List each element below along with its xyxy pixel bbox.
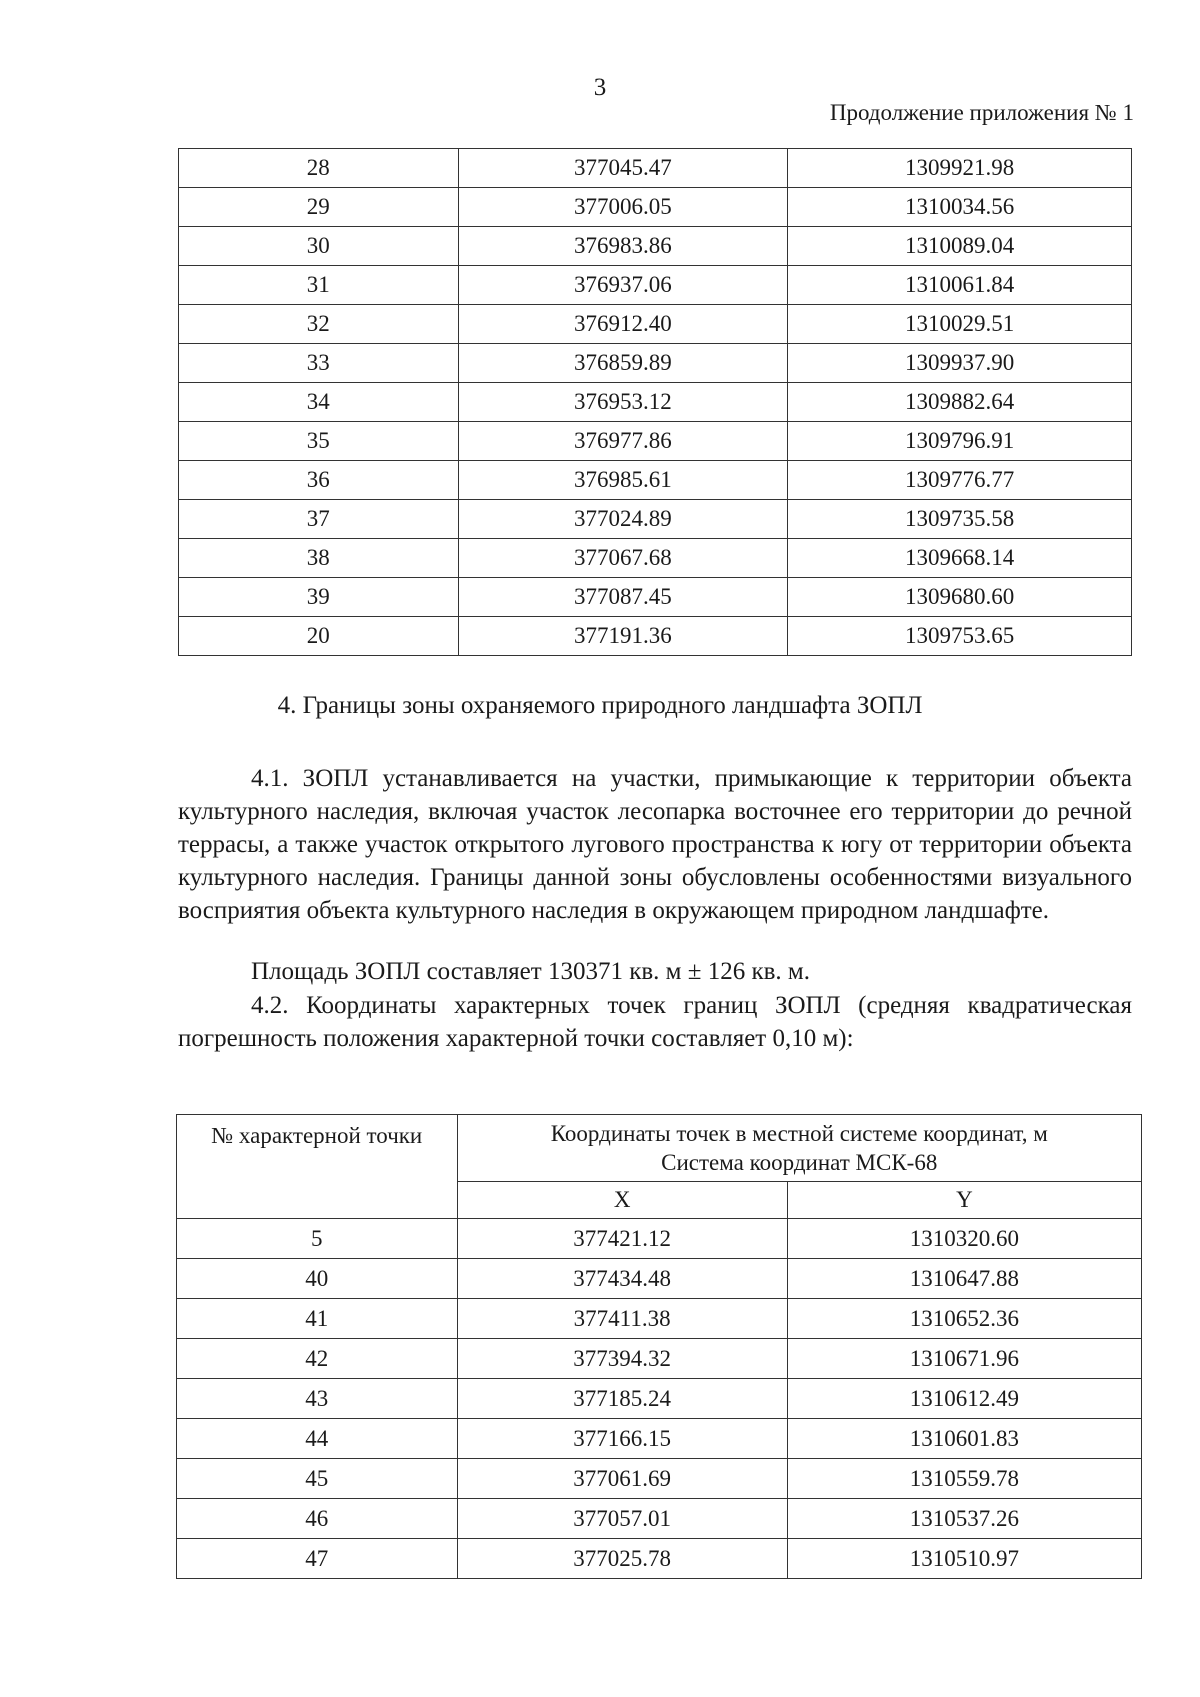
x-coordinate-cell: 377166.15 [457, 1419, 787, 1459]
header-coordinates-line1: Координаты точек в местной системе координат, м [550, 1121, 1048, 1146]
y-coordinate-cell: 1310671.96 [787, 1339, 1141, 1379]
point-number-cell: 36 [179, 461, 459, 500]
x-coordinate-cell: 377087.45 [458, 578, 788, 617]
y-coordinate-cell: 1310612.49 [787, 1379, 1141, 1419]
table-row [179, 188, 1132, 227]
y-coordinate-cell: 1310559.78 [787, 1459, 1141, 1499]
x-coordinate-cell: 376859.89 [458, 344, 788, 383]
x-coordinate-cell: 376937.06 [458, 266, 788, 305]
table-row [179, 422, 1132, 461]
point-number-cell: 32 [179, 305, 459, 344]
zopl-coordinates-table [176, 1114, 1142, 1579]
y-coordinate-cell: 1310034.56 [788, 188, 1132, 227]
table-row [179, 383, 1132, 422]
header-y: Y [787, 1182, 1141, 1219]
x-coordinate-cell: 377057.01 [457, 1499, 787, 1539]
point-number-cell: 46 [177, 1499, 458, 1539]
appendix-continuation-label: Продолжение приложения № 1 [829, 100, 1134, 125]
point-number-cell: 29 [179, 188, 459, 227]
table-row [179, 461, 1132, 500]
y-coordinate-cell: 1309776.77 [788, 461, 1132, 500]
point-number-cell: 43 [177, 1379, 458, 1419]
table-row [179, 149, 1132, 188]
coordinates-table-continued [178, 148, 1132, 656]
point-number-cell: 20 [179, 617, 459, 656]
point-number-cell: 38 [179, 539, 459, 578]
point-number-cell: 30 [179, 227, 459, 266]
y-coordinate-cell: 1310089.04 [788, 227, 1132, 266]
header-coordinates-line2: Система координат МСК-68 [661, 1150, 938, 1175]
table-header-row [177, 1115, 1142, 1182]
paragraph-4-1: 4.1. ЗОПЛ устанавливается на участки, примыкающие к территории объекта культурного наследия, включая участок лесопарка восточнее его территории до речной террасы, а также участок открытого лугового пространства к югу от территории объекта культурного наследия. Границы данной зоны обусловлены особенностями визуального восприятия объекта культурного наследия в окружающем природном ландшафте. [178, 765, 1132, 924]
y-coordinate-cell: 1310320.60 [787, 1219, 1141, 1259]
point-number-cell: 33 [179, 344, 459, 383]
x-coordinate-cell: 376953.12 [458, 383, 788, 422]
x-coordinate-cell: 377394.32 [457, 1339, 787, 1379]
table-row [179, 539, 1132, 578]
table-row [177, 1299, 1142, 1339]
x-coordinate-cell: 376977.86 [458, 422, 788, 461]
table-row [177, 1379, 1142, 1419]
y-coordinate-cell: 1310601.83 [787, 1419, 1141, 1459]
x-coordinate-cell: 377434.48 [457, 1259, 787, 1299]
point-number-cell: 42 [177, 1339, 458, 1379]
table-row [177, 1419, 1142, 1459]
x-coordinate-cell: 377411.38 [457, 1299, 787, 1339]
point-number-cell: 41 [177, 1299, 458, 1339]
area-paragraph: Площадь ЗОПЛ составляет 130371 кв. м ± 126 кв. м. [251, 958, 810, 985]
table-row [179, 305, 1132, 344]
table-row [177, 1499, 1142, 1539]
point-number-cell: 31 [179, 266, 459, 305]
y-coordinate-cell: 1309921.98 [788, 149, 1132, 188]
paragraph-4-2: 4.2. Координаты характерных точек границ ЗОПЛ (средняя квадратическая погрешность положения характерной точки составляет 0,10 м): [178, 992, 1132, 1052]
table-row [179, 500, 1132, 539]
y-coordinate-cell: 1309882.64 [788, 383, 1132, 422]
x-coordinate-cell: 377006.05 [458, 188, 788, 227]
y-coordinate-cell: 1309680.60 [788, 578, 1132, 617]
table-row [177, 1259, 1142, 1299]
point-number-cell: 37 [179, 500, 459, 539]
y-coordinate-cell: 1310647.88 [787, 1259, 1141, 1299]
point-number-cell: 40 [177, 1259, 458, 1299]
table-row [179, 617, 1132, 656]
table-row [179, 266, 1132, 305]
x-coordinate-cell: 377421.12 [457, 1219, 787, 1259]
point-number-cell: 45 [177, 1459, 458, 1499]
header-coordinates [457, 1115, 1142, 1182]
y-coordinate-cell: 1309735.58 [788, 500, 1132, 539]
header-x: X [457, 1182, 787, 1219]
y-coordinate-cell: 1309668.14 [788, 539, 1132, 578]
point-number-cell: 34 [179, 383, 459, 422]
x-coordinate-cell: 377025.78 [457, 1539, 787, 1579]
point-number-cell: 47 [177, 1539, 458, 1579]
y-coordinate-cell: 1310510.97 [787, 1539, 1141, 1579]
x-coordinate-cell: 376983.86 [458, 227, 788, 266]
y-coordinate-cell: 1310537.26 [787, 1499, 1141, 1539]
x-coordinate-cell: 377045.47 [458, 149, 788, 188]
table-row [179, 578, 1132, 617]
point-number-cell: 35 [179, 422, 459, 461]
y-coordinate-cell: 1310061.84 [788, 266, 1132, 305]
table-row [177, 1219, 1142, 1259]
y-coordinate-cell: 1309753.65 [788, 617, 1132, 656]
table-row [177, 1339, 1142, 1379]
y-coordinate-cell: 1309937.90 [788, 344, 1132, 383]
table-row [177, 1459, 1142, 1499]
section-heading: 4. Границы зоны охраняемого природного ландшафта ЗОПЛ [277, 692, 923, 719]
x-coordinate-cell: 377024.89 [458, 500, 788, 539]
header-point-number: № характерной точки [177, 1115, 458, 1219]
x-coordinate-cell: 377185.24 [457, 1379, 787, 1419]
table-row [177, 1539, 1142, 1579]
page-number: 3 [593, 74, 607, 101]
point-number-cell: 39 [179, 578, 459, 617]
x-coordinate-cell: 376985.61 [458, 461, 788, 500]
point-number-cell: 5 [177, 1219, 458, 1259]
y-coordinate-cell: 1310652.36 [787, 1299, 1141, 1339]
table-row [179, 227, 1132, 266]
y-coordinate-cell: 1309796.91 [788, 422, 1132, 461]
x-coordinate-cell: 377191.36 [458, 617, 788, 656]
table-row [179, 344, 1132, 383]
x-coordinate-cell: 377067.68 [458, 539, 788, 578]
x-coordinate-cell: 376912.40 [458, 305, 788, 344]
x-coordinate-cell: 377061.69 [457, 1459, 787, 1499]
y-coordinate-cell: 1310029.51 [788, 305, 1132, 344]
point-number-cell: 44 [177, 1419, 458, 1459]
point-number-cell: 28 [179, 149, 459, 188]
